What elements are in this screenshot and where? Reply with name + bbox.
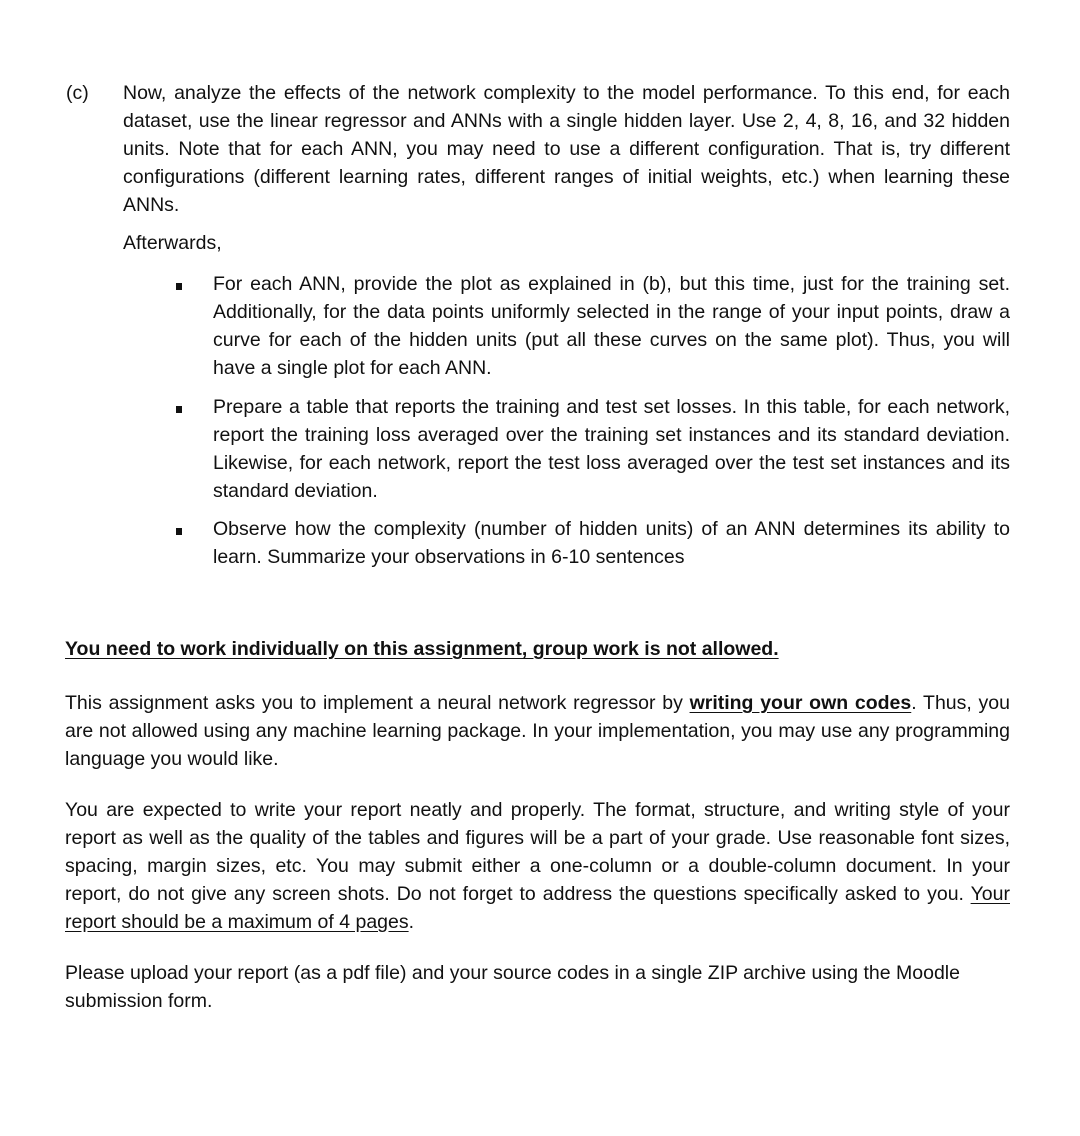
part-c-intro: Now, analyze the effects of the network complexity to the model performance. To this end, for each dataset, use the linear regressor and ANNs with a single hidden layer. Use 2, 4, 8, 16, and 32 hidden units. Note that for each ANN, you may need to use a different configuration. That is, try different configurations (different learning rates, different ranges of initial weights, etc.) when learning these ANNs. bbox=[123, 82, 1010, 216]
implementation-paragraph bbox=[65, 689, 1010, 773]
upload-instructions: Please upload your report (as a pdf file) and your source codes in a single ZIP archive using the Moodle submission form. bbox=[65, 962, 960, 1012]
bullet-marker bbox=[176, 406, 182, 413]
bullet-marker bbox=[176, 283, 182, 290]
report-paragraph bbox=[65, 796, 1010, 936]
report-text: You are expected to write your report neatly and properly. The format, structure, and writing style of your report as well as the quality of the tables and figures will be a part of your grade. Use reasonable font sizes, spacing, margin sizes, etc. You may submit either a one-column or a double-column document. In your report, do not give any screen shots. Do not forget to address the questions specifically asked to you. bbox=[65, 799, 1010, 905]
implementation-text-start: This assignment asks you to implement a neural network regressor by bbox=[65, 692, 690, 714]
individual-work-notice: You need to work individually on this assignment, group work is not allowed. bbox=[65, 638, 779, 660]
bullet-marker bbox=[176, 528, 182, 535]
bullet-item-observe: Observe how the complexity (number of hidden units) of an ANN determines its ability to learn. Summarize your observations in 6-10 sentences bbox=[213, 518, 1010, 568]
page-limit-note: Your report should be a maximum of 4 pages bbox=[65, 883, 1010, 933]
afterwards-label: Afterwards, bbox=[123, 232, 222, 254]
implementation-text-end: . Thus, you are not allowed using any machine learning package. In your implementation, you may use any programming language you would like. bbox=[65, 692, 1010, 770]
bullet-item-plot: For each ANN, provide the plot as explained in (b), but this time, just for the training set. Additionally, for the data points uniformly selected in the range of your input points, draw a curve for each of the hidden units (put all these curves on the same plot). Thus, you will have a single plot for each ANN. bbox=[213, 273, 1010, 379]
bullet-item-table: Prepare a table that reports the training and test set losses. In this table, for each network, report the training loss averaged over the training set instances and its standard deviation. Likewise, for each network, report the test loss averaged over the test set instances and its standard deviation. bbox=[213, 396, 1010, 502]
report-text-end: . bbox=[408, 911, 415, 933]
own-codes-emphasis: writing your own codes bbox=[689, 692, 912, 714]
part-c-label: (c) bbox=[66, 82, 89, 104]
